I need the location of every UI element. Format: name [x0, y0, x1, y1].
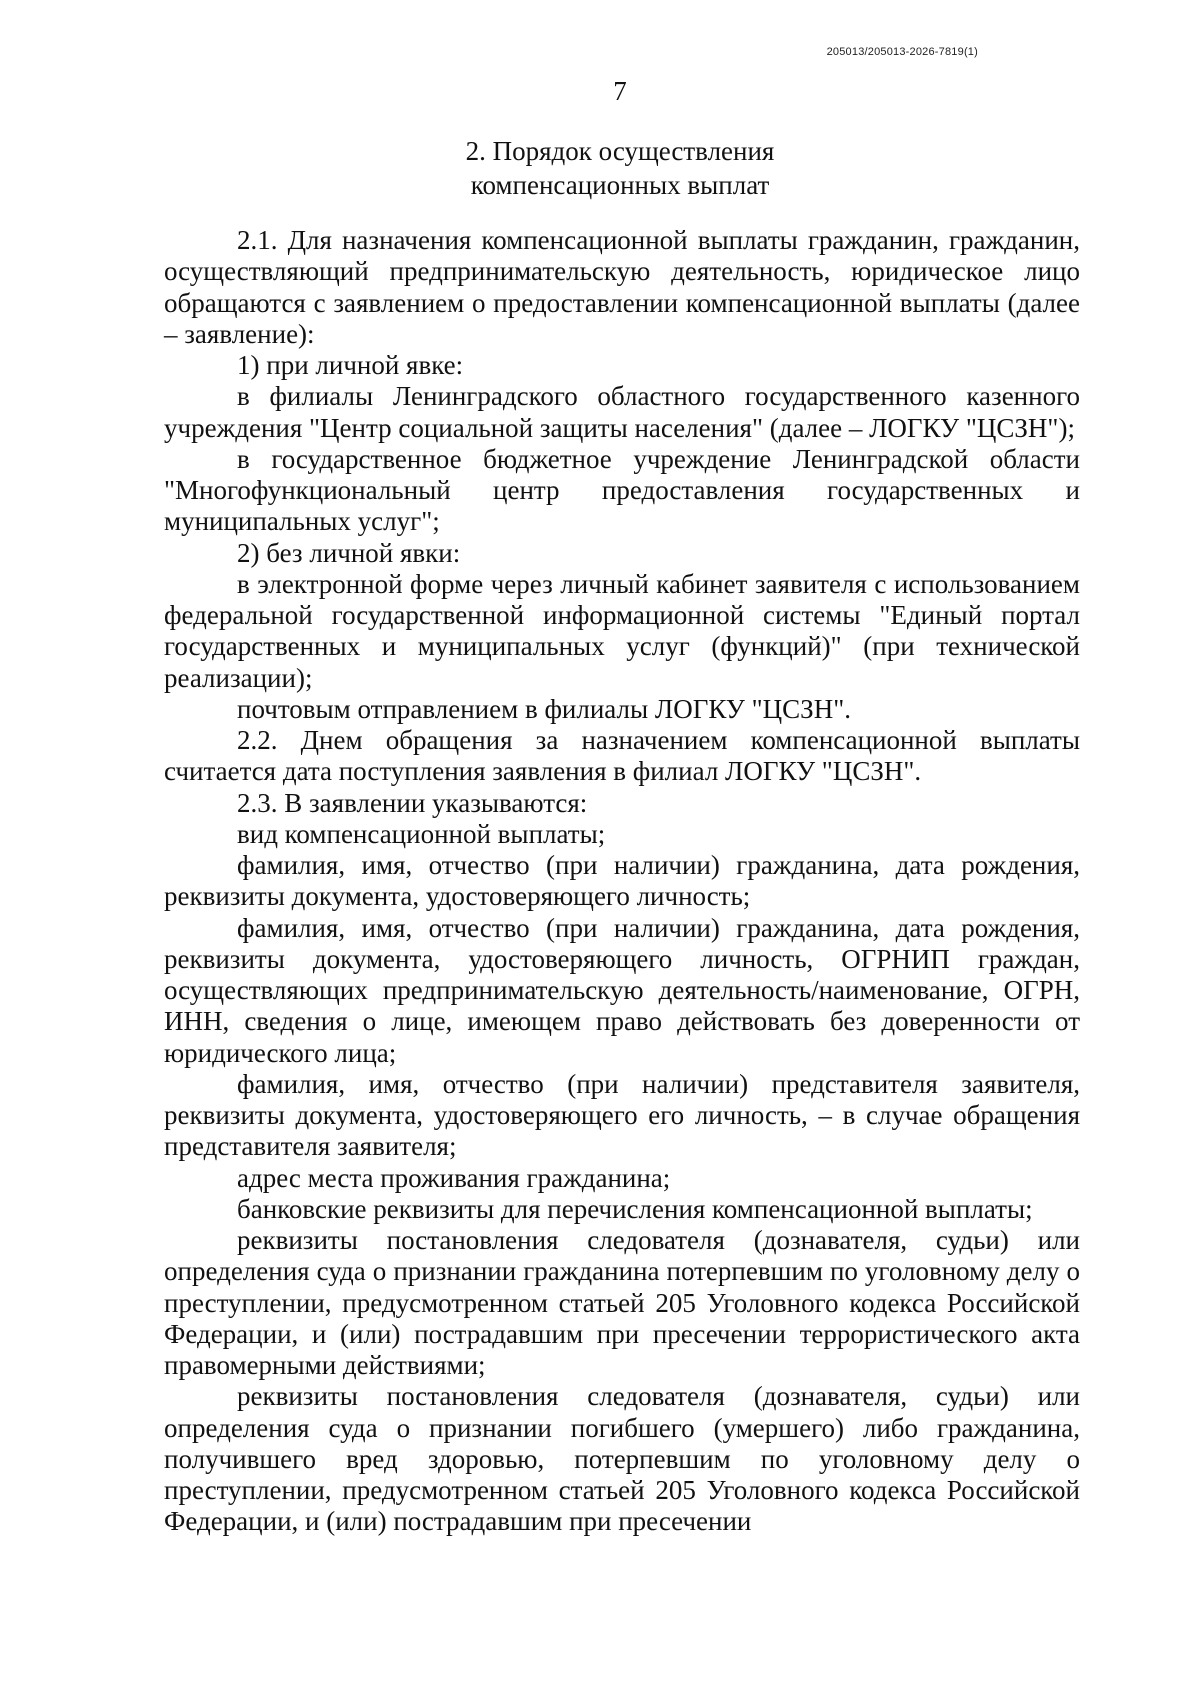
paragraph: реквизиты постановления следователя (дознавателя, судьи) или определения суда о признании гражданина потерпевшим по уголовному делу о преступлении, предусмотренном статьей 205 Уголовного кодекса Российской Федерации, и (или) пострадавшим при пресечении террористического акта правомерными действиями;	[164, 1225, 1080, 1380]
paragraph: реквизиты постановления следователя (дознавателя, судьи) или определения суда о признании погибшего (умершего) либо гражданина, получившего вред здоровью, потерпевшим по уголовному делу о преступлении, предусмотренном статьей 205 Уголовного кодекса Российской Федерации, и (или) пострадавшим при пресечении	[164, 1381, 1080, 1537]
paragraph: фамилия, имя, отчество (при наличии) гражданина, дата рождения, реквизиты документа, удостоверяющего личность;	[164, 850, 1080, 912]
document-body	[164, 225, 1080, 1538]
section-title-line-2: компенсационных выплат	[470, 170, 770, 200]
paragraph: адрес места проживания гражданина;	[237, 1162, 671, 1193]
paragraph: банковские реквизиты для перечисления компенсационной выплаты;	[237, 1193, 1033, 1224]
paragraph: фамилия, имя, отчество (при наличии) представителя заявителя, реквизиты документа, удостоверяющего его личность, – в случае обращения представителя заявителя;	[164, 1068, 1080, 1162]
document-id: 205013/205013-2026-7819(1)	[826, 46, 978, 58]
paragraph: 2.2. Днем обращения за назначением компенсационной выплаты считается дата поступления заявления в филиал ЛОГКУ "ЦСЗН".	[164, 725, 1080, 787]
paragraph: 2.1. Для назначения компенсационной выплаты гражданин, гражданин, осуществляющий предпринимательскую деятельность, юридическое лицо обращаются с заявлением о предоставлении компенсационной выплаты (далее – заявление):	[164, 225, 1080, 349]
paragraph: в электронной форме через личный кабинет заявителя с использованием федеральной государственной информационной системы "Единый портал государственных и муниципальных услуг (функций)" (при технической реализации);	[164, 568, 1080, 693]
section-title	[0, 134, 1200, 202]
paragraph: фамилия, имя, отчество (при наличии) гражданина, дата рождения, реквизиты документа, удостоверяющего личность, ОГРНИП граждан, осуществляющих предпринимательскую деятельность/наименование, ОГРН, ИНН, сведения о лице, имеющем право действовать без доверенности от юридического лица;	[164, 912, 1080, 1068]
paragraph: в филиалы Ленинградского областного государственного казенного учреждения "Центр социальной защиты населения" (далее – ЛОГКУ "ЦСЗН");	[164, 381, 1080, 443]
paragraph: в государственное бюджетное учреждение Ленинградской области "Многофункциональный центр предоставления государственных и муниципальных услуг";	[164, 443, 1080, 537]
paragraph: 2) без личной явки:	[237, 537, 461, 568]
paragraph: вид компенсационной выплаты;	[237, 818, 606, 849]
paragraph: 1) при личной явке:	[237, 350, 464, 380]
paragraph: 2.3. В заявлении указываются:	[237, 787, 588, 818]
paragraph: почтовым отправлением в филиалы ЛОГКУ "ЦСЗН".	[237, 693, 851, 724]
page-number: 7	[613, 76, 627, 106]
section-title-line-1: 2. Порядок осуществления	[465, 136, 775, 166]
